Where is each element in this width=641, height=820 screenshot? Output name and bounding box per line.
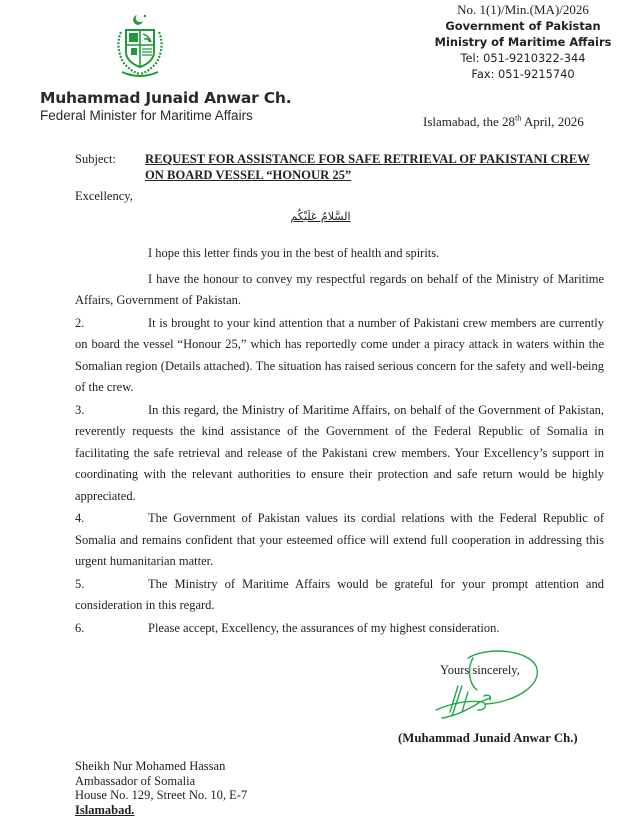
paragraph-4 [75, 400, 604, 508]
minister-name: Muhammad Junaid Anwar Ch. [40, 89, 292, 107]
arabic-greeting: السَّلامُ عَلَيْكُم [290, 210, 351, 223]
paragraph-2 [75, 269, 604, 312]
paragraph-3 [75, 313, 604, 399]
minister-title: Federal Minister for Maritime Affairs [40, 108, 253, 123]
government-name: Government of Pakistan [445, 19, 601, 33]
paragraph-number: 6. [75, 620, 85, 635]
paragraph-number: 2. [75, 315, 85, 330]
signature-icon [428, 648, 553, 728]
paragraph-text: The Government of Pakistan values its cordial relations with the Federal Republic of Somalia and remains confident that your esteemed office will extend full cooperation in addressing this urgent humanitarian matter. [75, 511, 604, 568]
addressee-city: Islamabad. [75, 802, 135, 817]
paragraph-text: Please accept, Excellency, the assurances of my highest consideration. [148, 620, 500, 635]
paragraph-number: 3. [75, 402, 85, 417]
subject-text: REQUEST FOR ASSISTANCE FOR SAFE RETRIEVAL OF PAKISTANI CREW ON BOARD VESSEL “HONOUR 25” [145, 152, 590, 182]
paragraph-text: In this regard, the Ministry of Maritime Affairs, on behalf of the Government of Pakistan, reverently requests the kind assistance of the Government of the Federal Republic of Somalia in facilitating the safe retrieval and release of the Pakistani crew members. Your Excellency’s support in coordinating with the relevant authorities to ensure their protection and safe return would be highly appreciated. [75, 402, 604, 503]
paragraph-6 [75, 574, 604, 617]
addressee-block [75, 759, 247, 817]
date-rest: April, 2026 [521, 114, 584, 129]
addressee-name: Sheikh Nur Mohamed Hassan [75, 759, 226, 773]
state-emblem-icon [108, 12, 172, 84]
paragraph-number: 5. [75, 576, 85, 591]
signatory-name: (Muhammad Junaid Anwar Ch.) [398, 731, 578, 745]
letter-date [423, 114, 584, 130]
fax: Fax: 051-9215740 [471, 67, 575, 81]
salutation: Excellency, [75, 189, 133, 203]
letter-body [75, 243, 604, 640]
paragraph-number: 4. [75, 511, 85, 525]
paragraph-7 [75, 618, 604, 640]
date-prefix: Islamabad, the 28 [423, 114, 516, 129]
telephone: Tel: 051-9210322-344 [460, 51, 586, 65]
valediction: Yours sincerely, [440, 663, 520, 677]
reference-block [418, 2, 628, 82]
paragraph-text: I have the honour to convey my respectful regards on behalf of the Ministry of Maritime Affairs, Government of Pakistan. [75, 271, 604, 307]
paragraph-text: I hope this letter finds you in the best of health and spirits. [148, 246, 440, 260]
subject-label: Subject: [75, 152, 116, 166]
paragraph-text: It is brought to your kind attention that a number of Pakistani crew members are currently on board the vessel “Honour 25,” which has reportedly come under a piracy attack in waters within the Somalian region (Details attached). The situation has raised serious concern for the safety and well-being of the crew. [75, 315, 604, 394]
date-ordinal: th [515, 113, 522, 123]
ministry-name: Ministry of Maritime Affairs [434, 35, 612, 49]
paragraph-1 [75, 243, 604, 265]
addressee-address: House No. 129, Street No. 10, E-7 [75, 788, 248, 802]
paragraph-text: The Ministry of Maritime Affairs would be grateful for your prompt attention and consideration in this regard. [75, 576, 604, 612]
reference-number: No. 1(1)/Min.(MA)/2026 [457, 2, 589, 17]
addressee-title: Ambassador of Somalia [75, 773, 196, 788]
paragraph-5 [75, 508, 604, 573]
